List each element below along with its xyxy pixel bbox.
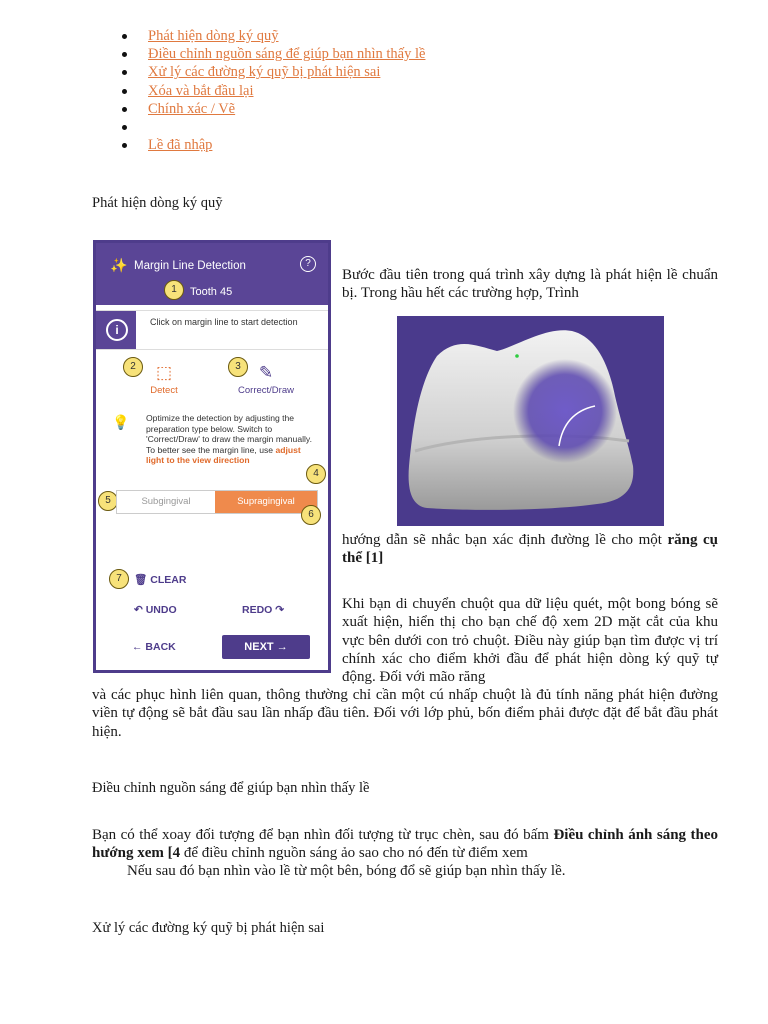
toc-item[interactable] xyxy=(122,63,425,81)
table-of-contents xyxy=(122,27,425,154)
detect-label: Detect xyxy=(150,385,178,396)
callout-badge: 7 xyxy=(109,569,129,589)
section-heading: Điều chỉnh nguồn sáng để giúp bạn nhìn thấy lề xyxy=(92,780,370,796)
toc-item[interactable] xyxy=(122,27,425,45)
paragraph: Nếu sau đó bạn nhìn vào lề từ một bên, bóng đổ sẽ giúp bạn nhìn thấy lề. xyxy=(127,863,566,879)
toc-item[interactable] xyxy=(122,136,425,154)
paragraph-bold: răng cụ thể [1] xyxy=(342,532,718,567)
adjust-light-link[interactable]: adjust light to the view direction xyxy=(146,444,301,466)
cross-section-bubble xyxy=(513,359,617,463)
paragraph xyxy=(342,531,718,568)
bullet-icon xyxy=(122,125,127,130)
pencil-icon: ✎ xyxy=(258,363,274,382)
clear-button[interactable] xyxy=(134,573,186,586)
phone-screen xyxy=(96,243,328,670)
paragraph-text: hướng dẫn sẽ nhắc bạn xác định đường lề cho một xyxy=(342,532,668,548)
detect-button[interactable] xyxy=(134,363,194,396)
redo-label: REDO xyxy=(242,604,273,616)
bullet-icon xyxy=(122,143,127,148)
back-label: BACK xyxy=(145,641,176,653)
next-label: NEXT xyxy=(244,641,274,653)
lightbulb-icon: 💡 xyxy=(112,416,130,431)
toc-item[interactable] xyxy=(122,82,425,100)
bullet-icon xyxy=(122,70,127,75)
section-heading: Xử lý các đường ký quỹ bị phát hiện sai xyxy=(92,920,325,936)
callout-badge: 1 xyxy=(164,280,184,300)
tooth-illustration xyxy=(397,316,664,526)
callout-badge: 3 xyxy=(228,357,248,377)
arrow-left-icon: ← xyxy=(132,641,146,653)
undo-icon: ↶ xyxy=(134,604,146,616)
supragingival-option[interactable]: Supragingival xyxy=(215,491,317,513)
redo-button[interactable] xyxy=(242,604,284,616)
toc-item[interactable] xyxy=(122,118,425,136)
arrow-right-icon: → xyxy=(276,641,288,653)
paragraph-bold: Điều chỉnh ánh sáng theo hướng xem [4 xyxy=(92,827,718,862)
toc-link[interactable]: Xử lý các đường ký quỹ bị phát hiện sai xyxy=(148,64,381,81)
subgingival-option[interactable]: Subgingival xyxy=(117,491,215,513)
bullet-icon xyxy=(122,107,127,112)
info-bar xyxy=(96,311,136,349)
paragraph: Khi bạn di chuyển chuột qua dữ liệu quét, một bong bóng sẽ xuất hiện, hiển thị cho bạn chế độ xem 2D mặt cắt của khu vực bên dưới con trỏ chuột. Điều này giúp bạn tìm được vị trí chính xác cho điểm khởi đầu để phát hiện dòng ký quỹ tự động. Đối với mão răng xyxy=(342,596,718,686)
back-button[interactable] xyxy=(132,641,176,653)
toc-link[interactable]: Chính xác / Vẽ xyxy=(148,100,236,117)
callout-badge: 5 xyxy=(98,491,118,511)
toc-link[interactable]: Phát hiện dòng ký quỹ xyxy=(148,28,279,44)
marker-dot xyxy=(515,354,519,358)
toc-item[interactable] xyxy=(122,45,425,63)
tip-text xyxy=(146,413,318,466)
toc-link[interactable]: Điều chỉnh nguồn sáng để giúp bạn nhìn thấy lề xyxy=(148,46,426,63)
app-screenshot xyxy=(93,240,331,673)
correct-draw-label: Correct/Draw xyxy=(238,385,294,396)
preparation-type-toggle xyxy=(116,490,318,514)
callout-badge: 2 xyxy=(123,357,143,377)
paragraph xyxy=(92,826,718,863)
toc-item[interactable] xyxy=(122,100,425,118)
section-heading: Phát hiện dòng ký quỹ xyxy=(92,195,223,211)
help-icon[interactable]: ? xyxy=(300,256,316,272)
info-text: Click on margin line to start detection xyxy=(150,317,298,327)
paragraph-text: để điều chỉnh nguồn sáng ảo sao cho nó đến từ điểm xem xyxy=(180,845,528,862)
tip-body: Optimize the detection by adjusting the preparation type below. Switch to 'Correct/Draw' to draw the margin manually. To better see the margin line, use xyxy=(146,413,312,455)
detect-icon: ⬚ xyxy=(155,363,173,382)
tooth-label: Tooth 45 xyxy=(190,286,233,298)
redo-icon: ↷ xyxy=(272,604,285,616)
toc-link[interactable]: Lề đã nhập xyxy=(148,137,213,154)
app-header xyxy=(96,243,328,305)
next-button[interactable] xyxy=(222,635,310,659)
paragraph: Bước đầu tiên trong quá trình xây dựng là phát hiện lề chuẩn bị. Trong hầu hết các trường hợp, Trình xyxy=(342,267,718,302)
callout-badge: 4 xyxy=(306,464,326,484)
bullet-icon xyxy=(122,52,127,57)
undo-button[interactable] xyxy=(134,604,177,616)
clear-label: CLEAR xyxy=(150,574,187,586)
bullet-icon xyxy=(122,34,127,39)
bullet-icon xyxy=(122,89,127,94)
undo-label: UNDO xyxy=(145,604,177,616)
tooth-scan-image xyxy=(397,316,664,526)
toc-link[interactable]: Xóa và bắt đầu lại xyxy=(148,82,254,99)
paragraph: và các phục hình liên quan, thông thường chỉ cần một cú nhấp chuột là đủ tính năng phát hiện đường viền tự động sẽ bắt đầu sau lần nhấp đầu tiên. Đối với lớp phủ, bốn điểm phải được đặt để bắt đầu phát hiện. xyxy=(92,687,718,740)
trash-icon: 🗑 xyxy=(134,574,151,586)
callout-badge: 6 xyxy=(301,505,321,525)
app-title: Margin Line Detection xyxy=(134,260,246,272)
magic-wand-icon: ✨ xyxy=(110,257,128,273)
paragraph-text: Bạn có thể xoay đối tượng để bạn nhìn đối tượng từ trục chèn, sau đó bấm xyxy=(92,827,554,843)
info-panel xyxy=(96,310,328,350)
info-icon: i xyxy=(106,319,128,341)
correct-draw-button[interactable] xyxy=(226,363,306,396)
